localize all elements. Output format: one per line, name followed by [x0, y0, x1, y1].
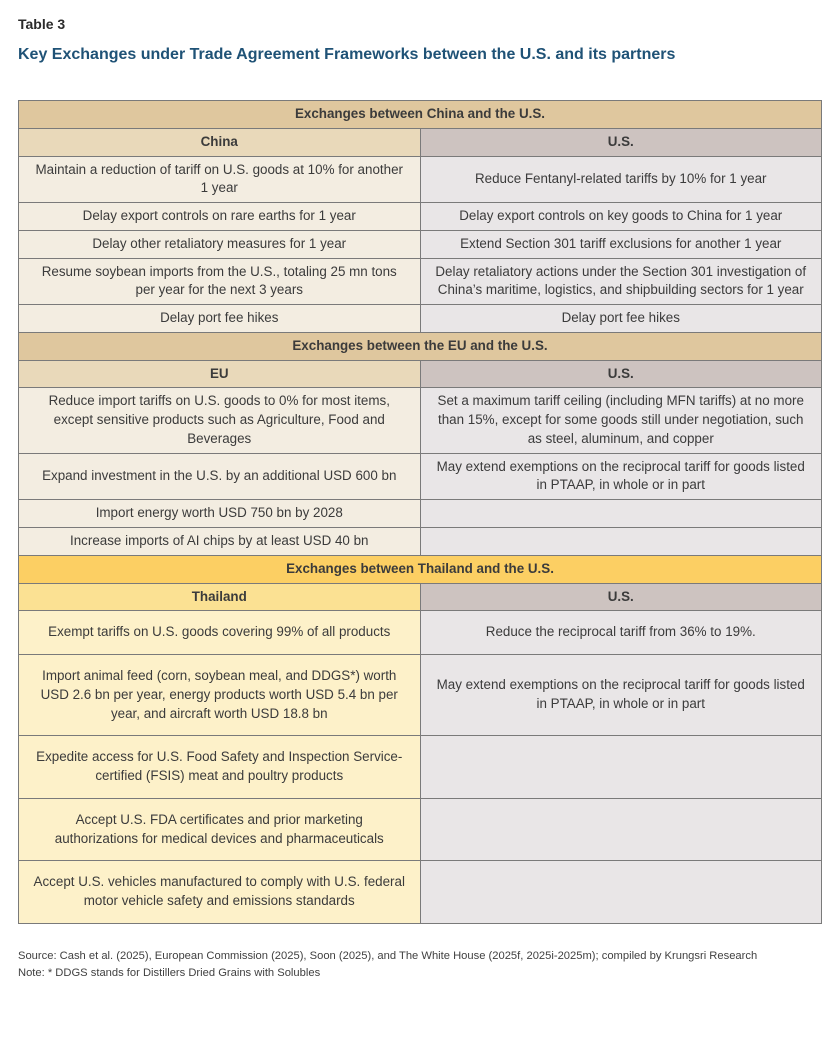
exchange-left-cell: Increase imports of AI chips by at least USD 40 bn — [19, 528, 421, 556]
exchange-right-cell: Extend Section 301 tariff exclusions for another 1 year — [420, 230, 822, 258]
table-row — [19, 500, 822, 528]
exchange-left-cell: Delay other retaliatory measures for 1 year — [19, 230, 421, 258]
section-header-row — [19, 555, 822, 583]
country-column-header: Thailand — [19, 583, 421, 611]
footnote: Note: * DDGS stands for Distillers Dried Grains with Solubles — [18, 966, 321, 979]
table-row — [19, 388, 822, 453]
table-row — [19, 861, 822, 924]
table-label: Table 3 — [18, 16, 66, 32]
exchange-right-cell: May extend exemptions on the reciprocal tariff for goods listed in PTAAP, in whole or in part — [420, 453, 822, 500]
country-column-header: China — [19, 128, 421, 156]
country-column-header: EU — [19, 360, 421, 388]
exchange-left-cell: Accept U.S. vehicles manufactured to comply with U.S. federal motor vehicle safety and emissions standards — [19, 861, 421, 924]
exchange-right-cell — [420, 528, 822, 556]
table-row — [19, 230, 822, 258]
page-title: Key Exchanges under Trade Agreement Frameworks between the U.S. and its partners — [18, 46, 676, 63]
table-row — [19, 528, 822, 556]
us-column-header: U.S. — [420, 360, 822, 388]
table-row — [19, 736, 822, 799]
exchange-right-cell: Delay port fee hikes — [420, 305, 822, 333]
table-row — [19, 258, 822, 305]
exchange-left-cell: Import animal feed (corn, soybean meal, and DDGS*) worth USD 2.6 bn per year, energy products worth USD 5.4 bn per year, and aircraft worth USD 18.8 bn — [19, 655, 421, 736]
table-row — [19, 156, 822, 203]
column-header-row — [19, 128, 822, 156]
exchange-right-cell: Reduce the reciprocal tariff from 36% to 19%. — [420, 611, 822, 655]
exchange-left-cell: Resume soybean imports from the U.S., totaling 25 mn tons per year for the next 3 years — [19, 258, 421, 305]
us-column-header: U.S. — [420, 583, 822, 611]
table-row — [19, 305, 822, 333]
exchange-right-cell: Delay retaliatory actions under the Section 301 investigation of China’s maritime, logistics, and shipbuilding sectors for 1 year — [420, 258, 822, 305]
exchange-left-cell: Accept U.S. FDA certificates and prior marketing authorizations for medical devices and pharmaceuticals — [19, 798, 421, 861]
table-row — [19, 655, 822, 736]
exchange-right-cell: May extend exemptions on the reciprocal tariff for goods listed in PTAAP, in whole or in part — [420, 655, 822, 736]
exchange-right-cell — [420, 798, 822, 861]
exchange-right-cell — [420, 500, 822, 528]
column-header-row — [19, 583, 822, 611]
section-header-row — [19, 101, 822, 129]
exchange-left-cell: Reduce import tariffs on U.S. goods to 0% for most items, except sensitive products such as Agriculture, Food and Beverages — [19, 388, 421, 453]
exchange-left-cell: Exempt tariffs on U.S. goods covering 99% of all products — [19, 611, 421, 655]
exchange-right-cell: Delay export controls on key goods to China for 1 year — [420, 203, 822, 231]
section-header: Exchanges between the EU and the U.S. — [19, 332, 822, 360]
table-row — [19, 453, 822, 500]
section-header: Exchanges between Thailand and the U.S. — [19, 555, 822, 583]
exchange-left-cell: Maintain a reduction of tariff on U.S. goods at 10% for another 1 year — [19, 156, 421, 203]
section-header-row — [19, 332, 822, 360]
exchange-right-cell — [420, 861, 822, 924]
exchange-left-cell: Expand investment in the U.S. by an additional USD 600 bn — [19, 453, 421, 500]
footer — [18, 948, 822, 982]
source-note: Source: Cash et al. (2025), European Commission (2025), Soon (2025), and The White House (2025f, 2025i-2025m); compiled by Krungsri Research — [18, 949, 758, 962]
table-row — [19, 611, 822, 655]
exchange-left-cell: Expedite access for U.S. Food Safety and Inspection Service-certified (FSIS) meat and poultry products — [19, 736, 421, 799]
column-header-row — [19, 360, 822, 388]
exchange-right-cell — [420, 736, 822, 799]
us-column-header: U.S. — [420, 128, 822, 156]
table-row — [19, 798, 822, 861]
exchanges-table-body — [19, 101, 822, 924]
exchanges-table — [18, 100, 822, 924]
section-header: Exchanges between China and the U.S. — [19, 101, 822, 129]
exchange-left-cell: Import energy worth USD 750 bn by 2028 — [19, 500, 421, 528]
table-row — [19, 203, 822, 231]
exchange-right-cell: Set a maximum tariff ceiling (including MFN tariffs) at no more than 15%, except for some goods still under negotiation, such as steel, aluminum, and copper — [420, 388, 822, 453]
exchange-left-cell: Delay export controls on rare earths for 1 year — [19, 203, 421, 231]
exchange-left-cell: Delay port fee hikes — [19, 305, 421, 333]
exchange-right-cell: Reduce Fentanyl-related tariffs by 10% for 1 year — [420, 156, 822, 203]
